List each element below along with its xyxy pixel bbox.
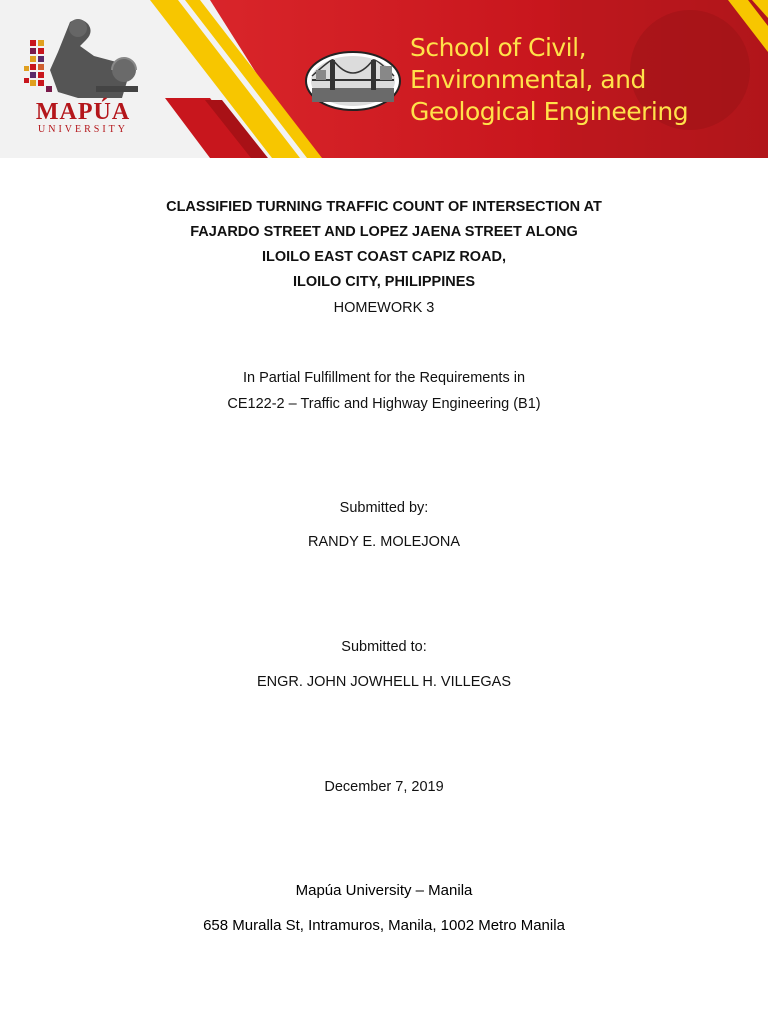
instructor-name: ENGR. JOHN JOWHELL H. VILLEGAS <box>256 674 512 690</box>
submission-date: December 7, 2019 <box>324 779 444 795</box>
school-name-line: Geological Engineering <box>410 97 689 126</box>
homework-label: HOMEWORK 3 <box>333 300 435 316</box>
document-title <box>0 195 768 295</box>
school-name-line: Environmental, and <box>410 65 646 94</box>
title-line: ILOILO EAST COAST CAPIZ ROAD, <box>261 249 507 265</box>
submitted-by-label: Submitted by: <box>339 500 429 516</box>
institution-name: Mapúa University – Manila <box>295 882 473 899</box>
header-banner <box>0 0 768 158</box>
course-line: CE122-2 – Traffic and Highway Engineering (B1) <box>227 396 541 412</box>
school-name-line: School of Civil, <box>410 33 587 62</box>
fulfillment-line: In Partial Fulfillment for the Requirements in <box>242 370 526 386</box>
school-name <box>410 32 688 128</box>
fulfillment-statement <box>0 365 768 417</box>
submitted-to-label: Submitted to: <box>341 639 427 655</box>
author-name: RANDY E. MOLEJONA <box>307 534 461 550</box>
bridge-emblem-icon <box>306 52 400 110</box>
title-line: ILOILO CITY, PHILIPPINES <box>292 274 476 290</box>
title-line: CLASSIFIED TURNING TRAFFIC COUNT OF INTERSECTION AT <box>166 199 602 215</box>
institution-address: 658 Muralla St, Intramuros, Manila, 1002 Metro Manila <box>203 917 565 934</box>
university-logo-subtitle: UNIVERSITY <box>38 124 128 135</box>
university-logo-wordmark: MAPÚA <box>35 99 131 125</box>
title-line: FAJARDO STREET AND LOPEZ JAENA STREET ALONG <box>190 224 578 240</box>
